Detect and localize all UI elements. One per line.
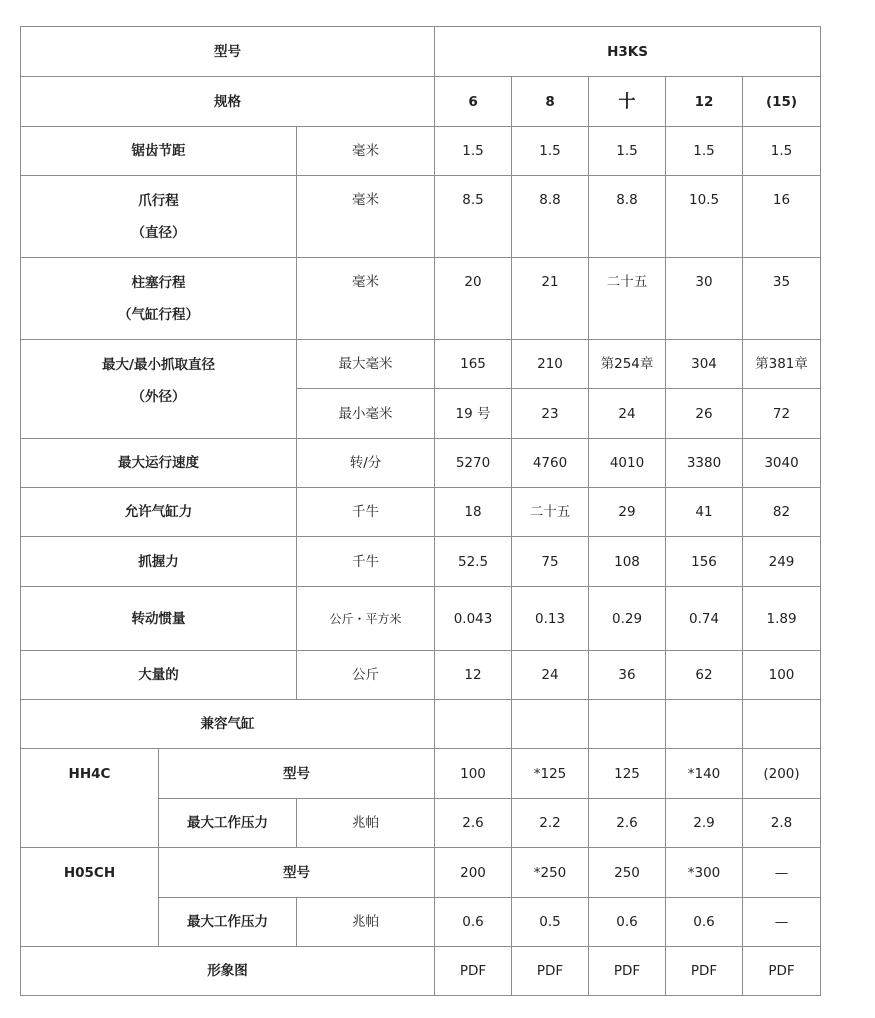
value-cell: — [743,898,821,947]
row-label-line1: 柱塞行程 [131,274,186,291]
h05ch-model-row [21,848,821,898]
value-cell: 2.2 [512,799,589,848]
unit-cell: 最小毫米 [297,389,435,439]
pressure-label: 最大工作压力 [159,898,297,947]
value-cell: 26 [666,389,743,439]
size-cell: 8 [512,77,589,127]
value-cell: 62 [666,651,743,700]
mass-row [21,651,821,700]
value-cell: 3380 [666,439,743,488]
hh4c-model-row [21,749,821,799]
value-cell: 21 [512,258,589,340]
spec-table [20,26,821,996]
value-cell: 249 [743,537,821,587]
value-cell: 4010 [589,439,666,488]
compatible-label: 兼容气缸 [21,700,435,749]
speed-row [21,439,821,488]
spec-label: 规格 [21,77,435,127]
value-cell: 2.9 [666,799,743,848]
value-cell: 第254章 [589,340,666,389]
unit-cell: 公斤 [297,651,435,700]
empty-cell [743,700,821,749]
value-cell: 1.5 [512,127,589,176]
row-label: 允许气缸力 [21,488,297,537]
size-cell: 6 [435,77,512,127]
value-cell: 2.6 [589,799,666,848]
value-cell: 41 [666,488,743,537]
value-cell: 24 [512,651,589,700]
empty-cell [666,700,743,749]
value-cell: 2.8 [743,799,821,848]
value-cell: *125 [512,749,589,799]
value-cell: 19 号 [435,389,512,439]
value-cell: 100 [743,651,821,700]
value-cell: 200 [435,848,512,898]
value-cell: 36 [589,651,666,700]
row-label: 大量的 [21,651,297,700]
row-label-line2: （外径） [131,389,186,405]
value-cell: 0.6 [666,898,743,947]
value-cell: 1.5 [435,127,512,176]
value-cell: — [743,848,821,898]
size-cell: 十 [589,77,666,127]
value-cell: 8.8 [589,176,666,258]
value-cell: 18 [435,488,512,537]
grip-force-row [21,537,821,587]
value-cell: 29 [589,488,666,537]
value-cell: 4760 [512,439,589,488]
value-cell: 0.13 [512,587,589,651]
unit-cell: 公斤・平方米 [297,587,435,651]
empty-cell [435,700,512,749]
value-cell: *140 [666,749,743,799]
value-cell: 100 [435,749,512,799]
unit-cell: 转/分 [297,439,435,488]
row-label [21,176,297,258]
unit-cell: 毫米 [297,258,435,340]
row-label-line2: （气缸行程） [118,306,199,323]
cyl-force-row [21,488,821,537]
value-cell: 165 [435,340,512,389]
value-cell: 二十五 [512,488,589,537]
value-cell: 8.5 [435,176,512,258]
unit-cell: 毫米 [297,176,435,258]
row-label-line1: 最大/最小抓取直径 [102,357,215,373]
pdf-link[interactable]: PDF [512,947,589,996]
value-cell: 75 [512,537,589,587]
value-cell: 1.5 [589,127,666,176]
value-cell: 108 [589,537,666,587]
grip-dia-max-row [21,340,821,389]
value-cell: 0.6 [435,898,512,947]
model-label: 型号 [21,27,435,77]
pdf-link[interactable]: PDF [435,947,512,996]
row-label-line2: （直径） [131,224,186,241]
value-cell: 0.5 [512,898,589,947]
image-row [21,947,821,996]
spec-row [21,77,821,127]
unit-cell: 兆帕 [297,898,435,947]
row-label: 最大运行速度 [21,439,297,488]
unit-cell: 千牛 [297,488,435,537]
value-cell: 0.74 [666,587,743,651]
value-cell: 72 [743,389,821,439]
row-label [21,258,297,340]
unit-cell: 兆帕 [297,799,435,848]
pdf-link[interactable]: PDF [743,947,821,996]
cylinder-name: HH4C [21,749,159,848]
value-cell: 8.8 [512,176,589,258]
value-cell: (200) [743,749,821,799]
unit-cell: 最大毫米 [297,340,435,389]
value-cell: 125 [589,749,666,799]
value-cell: *300 [666,848,743,898]
jaw-stroke-row [21,176,821,258]
image-label: 形象图 [21,947,435,996]
row-label [21,340,297,439]
empty-cell [512,700,589,749]
row-label: 抓握力 [21,537,297,587]
value-cell: 2.6 [435,799,512,848]
size-cell: 12 [666,77,743,127]
value-cell: 0.043 [435,587,512,651]
pressure-label: 最大工作压力 [159,799,297,848]
value-cell: 304 [666,340,743,389]
cylinder-name: H05CH [21,848,159,947]
cylinder-model-label: 型号 [159,749,435,799]
pdf-link[interactable]: PDF [666,947,743,996]
value-cell: 250 [589,848,666,898]
cylinder-model-label: 型号 [159,848,435,898]
pitch-row [21,127,821,176]
model-row [21,27,821,77]
value-cell: 10.5 [666,176,743,258]
value-cell: 23 [512,389,589,439]
size-cell: (15) [743,77,821,127]
row-label: 转动惯量 [21,587,297,651]
inertia-row [21,587,821,651]
value-cell: 210 [512,340,589,389]
value-cell: 24 [589,389,666,439]
value-cell: 0.29 [589,587,666,651]
value-cell: 16 [743,176,821,258]
pdf-link[interactable]: PDF [589,947,666,996]
value-cell: 5270 [435,439,512,488]
row-label: 锯齿节距 [21,127,297,176]
value-cell: 0.6 [589,898,666,947]
value-cell: 1.5 [666,127,743,176]
value-cell: 12 [435,651,512,700]
empty-cell [589,700,666,749]
value-cell: 20 [435,258,512,340]
value-cell: 30 [666,258,743,340]
plunger-stroke-row [21,258,821,340]
unit-cell: 千牛 [297,537,435,587]
value-cell: 1.89 [743,587,821,651]
value-cell: 1.5 [743,127,821,176]
value-cell: 第381章 [743,340,821,389]
value-cell: 35 [743,258,821,340]
value-cell: *250 [512,848,589,898]
compatible-row [21,700,821,749]
model-value: H3KS [435,27,821,77]
value-cell: 156 [666,537,743,587]
value-cell: 3040 [743,439,821,488]
row-label-line1: 爪行程 [138,192,179,209]
value-cell: 二十五 [589,258,666,340]
unit-cell: 毫米 [297,127,435,176]
value-cell: 82 [743,488,821,537]
value-cell: 52.5 [435,537,512,587]
